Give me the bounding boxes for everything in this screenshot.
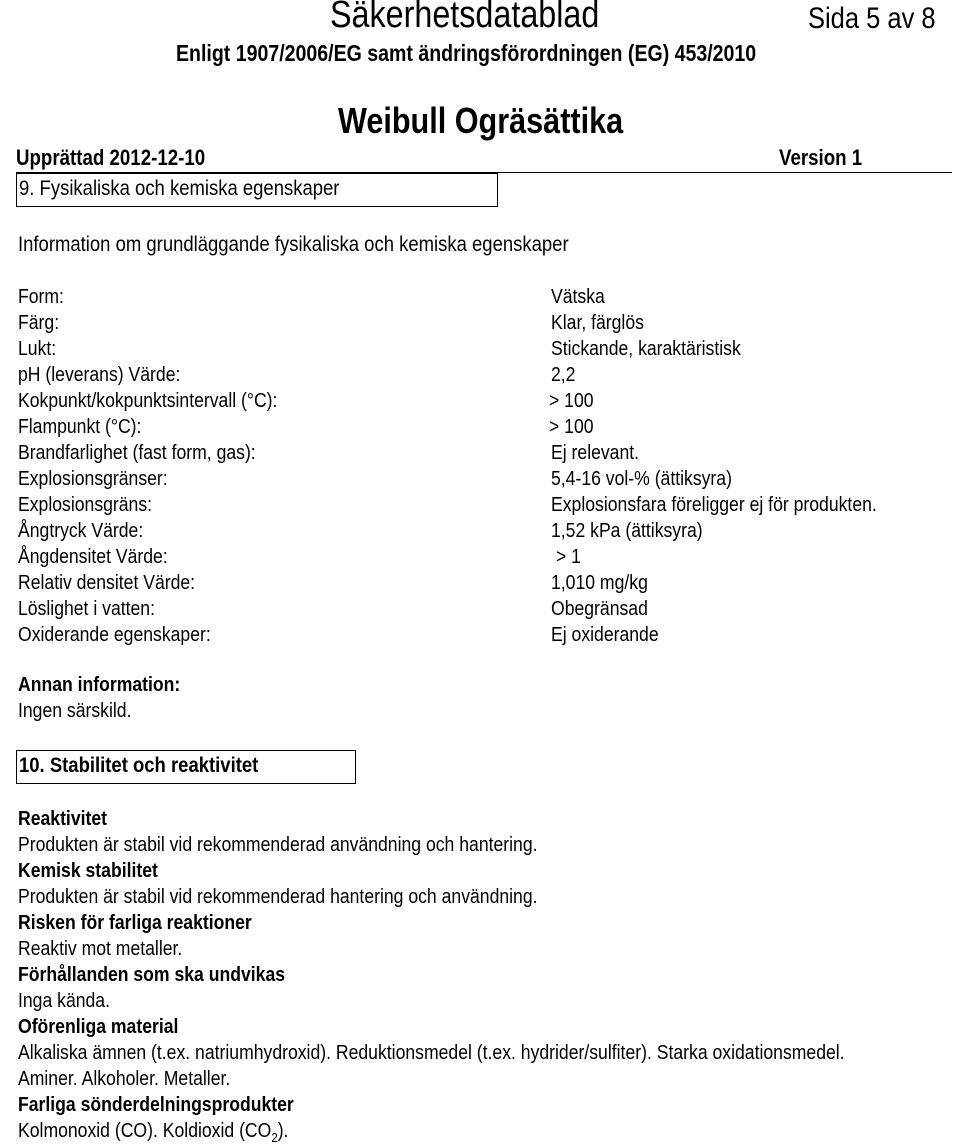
issue-date: Upprättad 2012-12-10 (16, 145, 206, 170)
conditions-to-avoid-heading: Förhållanden som ska undvikas (18, 964, 286, 986)
property-row (0, 468, 960, 494)
property-label: pH (leverans) Värde: (18, 364, 181, 386)
section-9-subtitle: Information om grundläggande fysikaliska och kemiska egenskaper (18, 233, 569, 256)
property-row (0, 546, 960, 572)
property-value: Klar, färglös (551, 312, 644, 334)
property-row (0, 390, 960, 416)
property-value: > 100 (549, 390, 594, 412)
other-info-heading: Annan information: (18, 674, 181, 696)
property-value: 2,2 (551, 364, 576, 386)
property-label: Brandfarlighet (fast form, gas): (18, 442, 256, 464)
property-label: Flampunkt (°C): (18, 416, 142, 438)
regulation-text: Enligt 1907/2006/EG samt ändringsförordningen (EG) 453/2010 (176, 40, 757, 66)
property-row (0, 494, 960, 520)
reactivity-heading: Reaktivitet (18, 808, 108, 830)
property-row (0, 338, 960, 364)
reactivity-text: Produkten är stabil vid rekommenderad användning och hantering. (18, 834, 538, 856)
property-label: Explosionsgränser: (18, 468, 168, 490)
other-info-text: Ingen särskild. (18, 700, 132, 722)
product-name: Weibull Ogräsättika (338, 100, 624, 141)
chemical-stability-heading: Kemisk stabilitet (18, 860, 158, 882)
property-row (0, 572, 960, 598)
property-row (0, 312, 960, 338)
document-title: Säkerhetsdatablad (330, 0, 600, 36)
page-number: Sida 5 av 8 (808, 2, 936, 35)
property-value: Explosionsfara föreligger ej för produkten. (551, 494, 877, 516)
decomposition-text-main: Kolmonoxid (CO). Koldioxid (CO (18, 1120, 272, 1142)
property-row (0, 286, 960, 312)
property-value: Ej oxiderande (551, 624, 659, 646)
property-label: Form: (18, 286, 64, 308)
property-label: Oxiderande egenskaper: (18, 624, 211, 646)
property-label: Explosionsgräns: (18, 494, 153, 516)
property-label: Kokpunkt/kokpunktsintervall (°C): (18, 390, 278, 412)
property-value: > 1 (556, 546, 581, 568)
property-value: 5,4-16 vol-% (ättiksyra) (551, 468, 732, 490)
property-value: Stickande, karaktäristisk (551, 338, 741, 360)
property-value: 1,52 kPa (ättiksyra) (551, 520, 703, 542)
chemical-stability-text: Produkten är stabil vid rekommenderad hantering och användning. (18, 886, 538, 908)
section-10-box (16, 750, 356, 784)
conditions-to-avoid-text: Inga kända. (18, 990, 110, 1012)
property-row (0, 598, 960, 624)
property-value: Vätska (551, 286, 605, 308)
property-row (0, 624, 960, 650)
property-label: Ångdensitet Värde: (18, 546, 168, 568)
section-9-box (16, 173, 498, 207)
property-value: 1,010 mg/kg (551, 572, 648, 594)
section-10-title: 10. Stabilitet och reaktivitet (19, 754, 259, 777)
property-row (0, 520, 960, 546)
incompatible-materials-text: Alkaliska ämnen (t.ex. natriumhydroxid). Reduktionsmedel (t.ex. hydrider/sulfiter). Starka oxidationsmedel. (18, 1042, 845, 1064)
co2-subscript: 2 (271, 1130, 278, 1145)
property-row (0, 364, 960, 390)
decomposition-text-end: ). (277, 1120, 289, 1142)
section-9-title: 9. Fysikaliska och kemiska egenskaper (19, 177, 340, 200)
incompatible-materials-text-2: Aminer. Alkoholer. Metaller. (18, 1068, 231, 1090)
property-row (0, 442, 960, 468)
property-label: Ångtryck Värde: (18, 520, 144, 542)
property-value: Obegränsad (551, 598, 648, 620)
property-value: > 100 (549, 416, 594, 438)
property-label: Löslighet i vatten: (18, 598, 155, 620)
property-value: Ej relevant. (551, 442, 640, 464)
property-label: Lukt: (18, 338, 57, 360)
hazardous-reactions-text: Reaktiv mot metaller. (18, 938, 183, 960)
property-label: Relativ densitet Värde: (18, 572, 196, 594)
property-label: Färg: (18, 312, 60, 334)
version-label: Version 1 (779, 145, 863, 170)
property-row (0, 416, 960, 442)
incompatible-materials-heading: Oförenliga material (18, 1016, 179, 1038)
decomposition-products-text (18, 1120, 288, 1145)
hazardous-reactions-heading: Risken för farliga reaktioner (18, 912, 252, 934)
decomposition-products-heading: Farliga sönderdelningsprodukter (18, 1094, 294, 1116)
